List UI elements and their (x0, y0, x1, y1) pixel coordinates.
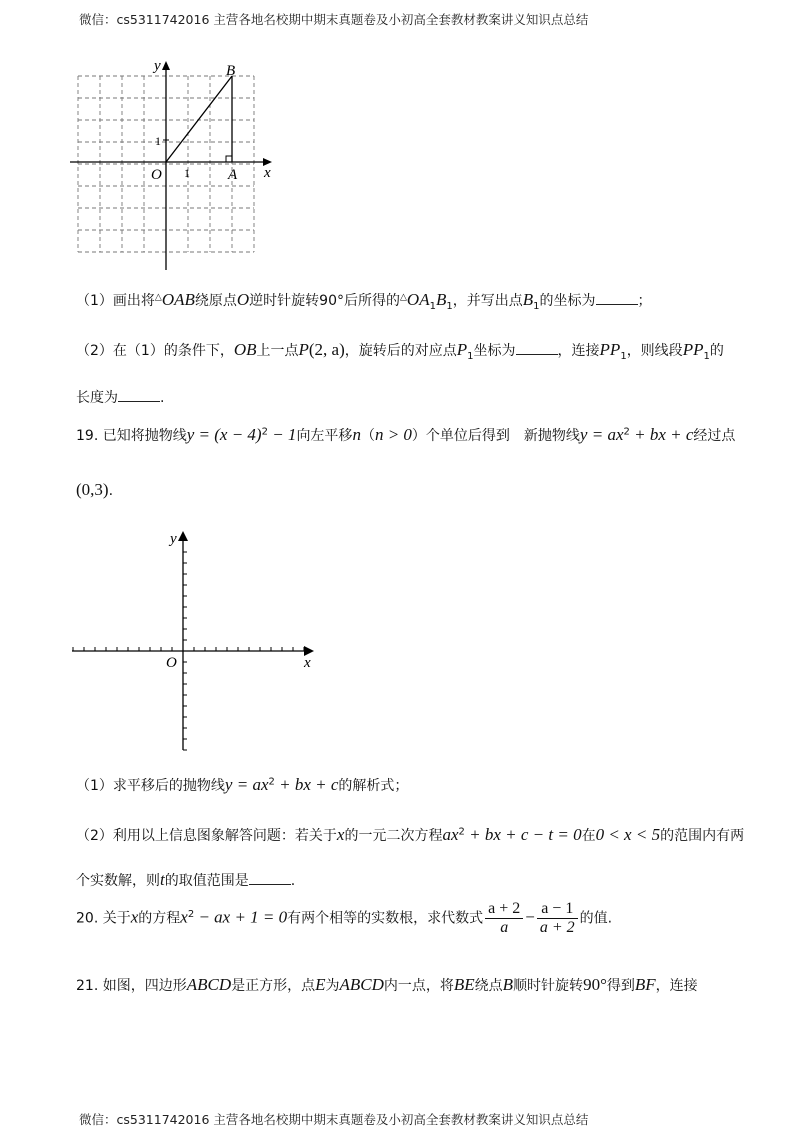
page-footer: 微信：cs5311742016 主营各地名校期中期末真题卷及小初高全套教材教案讲义知识点总结 (79, 1112, 589, 1127)
segment-OB (166, 76, 232, 162)
label-A: A (228, 167, 238, 183)
answer-blank (596, 292, 638, 305)
fraction-1: $\frac{a + 2}{a}$ (485, 900, 523, 937)
label-x: x (264, 165, 271, 181)
label-x: x (304, 655, 311, 671)
right-angle-mark (226, 156, 232, 162)
label-one-y: 1 (155, 134, 161, 148)
q19-stem: 19. 已知将抛物线$y = (x - 4)^2 - 1$向左平移n（n > 0）个单位后得到 新抛物线$y = ax^2$ + bx + c经过点 (76, 425, 736, 444)
figure-coordinate-axes (60, 525, 330, 755)
label-y: y (170, 531, 177, 547)
q19-part2: （2）利用以上信息图象解答问题：若关于x的一元二次方程$ax^2$ + bx + c − t = 0在0 < x < 5的范围内有两 (76, 825, 745, 844)
label-O: O (151, 167, 162, 183)
q19-part3: 个实数解，则t的取值范围是 . (76, 870, 296, 889)
label-y: y (154, 58, 161, 74)
page-header: 微信：cs5311742016 主营各地名校期中期末真题卷及小初高全套教材教案讲义知识点总结 (79, 12, 589, 27)
answer-blank (249, 872, 291, 885)
fraction-2: $\frac{a - 1}{a + 2}$ (537, 900, 578, 937)
q18-part3: 长度为 . (76, 390, 165, 406)
q18-part1: （1）画出将△OAB绕原点O逆时针旋转90°后所得的$^\triangle OA_1B_1$，并写出点$B_1$的坐标为 ； (76, 290, 652, 312)
answer-blank (118, 389, 160, 402)
y-axis-arrow (162, 61, 170, 70)
y-axis-arrow (178, 531, 188, 541)
q18-part2: （2）在（1）的条件下，OB上一点P(2, a)，旋转后的对应点$P_1$坐标为 ，连接$PP_1$，则线段$PP_1$的 (76, 340, 724, 362)
label-O: O (166, 655, 177, 671)
answer-blank (516, 342, 558, 355)
q20-stem: 20. 关于x的方程$x^2$ − ax + 1 = 0有两个相等的实数根，求代数式 $\frac{a + 2}{a}$ − $\frac{a - 1}{a + 2}$ 的值. (76, 900, 613, 936)
q21-stem: 21. 如图，四边形ABCD是正方形，点E为ABCD内一点，将BE绕点B顺时针旋转90°得到BF，连接 (76, 975, 698, 994)
q19-part1: （1）求平移后的抛物线$y = ax^2$ + bx + c的解析式； (76, 775, 409, 794)
label-B: B (226, 63, 236, 79)
figure-triangle-grid (60, 50, 290, 275)
q19-point: (0,3). (76, 480, 114, 499)
label-one-x: 1 (184, 166, 190, 180)
